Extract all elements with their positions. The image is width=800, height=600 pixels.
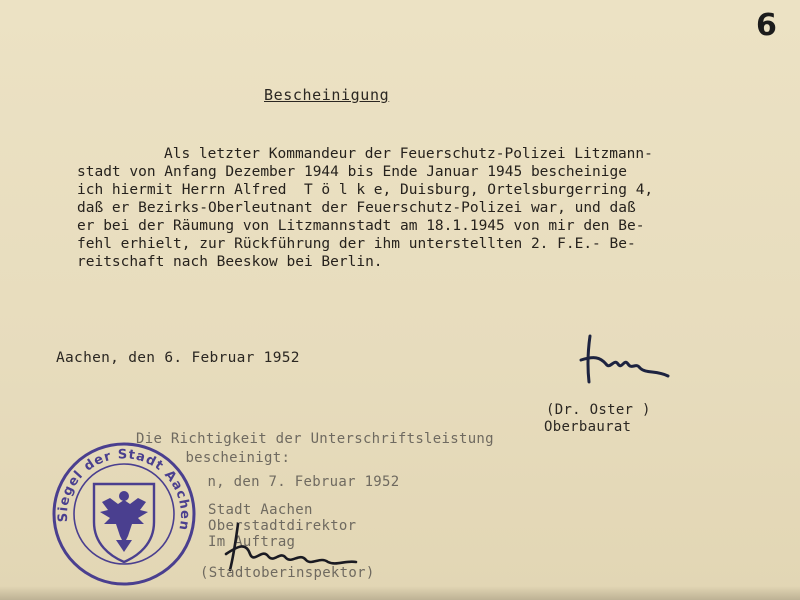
svg-text:Siegel der Stadt Aachen: Siegel der Stadt Aachen bbox=[55, 447, 193, 533]
official-title: (Stadtoberinspektor) bbox=[200, 565, 375, 581]
certification-line: bescheinigt: bbox=[168, 450, 291, 466]
certification-line: n, den 7. Februar 1952 bbox=[190, 474, 400, 490]
authority-line: Im Auftrag bbox=[208, 534, 296, 550]
body-line: reitschaft nach Beeskow bei Berlin. bbox=[77, 254, 383, 270]
body-line: er bei der Räumung von Litzmannstadt am 18.1.1945 von mir den Be- bbox=[77, 218, 645, 234]
place-date: Aachen, den 6. Februar 1952 bbox=[56, 350, 300, 366]
body-line: Als letzter Kommandeur der Feuerschutz-Polizei Litzmann- bbox=[164, 146, 653, 162]
city-seal bbox=[50, 440, 198, 588]
paper-edge-shadow bbox=[0, 586, 800, 600]
signature-oster bbox=[578, 330, 674, 394]
authority-line: Oberstadtdirektor bbox=[208, 518, 357, 534]
body-line: stadt von Anfang Dezember 1944 bis Ende Januar 1945 bescheinige bbox=[77, 164, 627, 180]
body-line: daß er Bezirks-Oberleutnant der Feuerschutz-Polizei war, und daß bbox=[77, 200, 636, 216]
authority-line: Stadt Aachen bbox=[208, 502, 313, 518]
document-title: Bescheinigung bbox=[264, 86, 390, 104]
body-line: fehl erhielt, zur Rückführung der ihm unterstellten 2. F.E.- Be- bbox=[77, 236, 636, 252]
signatory-name: (Dr. Oster ) bbox=[546, 402, 651, 418]
page-number: 6 bbox=[756, 8, 777, 43]
certification-line: Die Richtigkeit der Unterschriftsleistung bbox=[136, 431, 494, 447]
body-line: ich hiermit Herrn Alfred T ö l k e, Duisburg, Ortelsburgerring 4, bbox=[77, 182, 654, 198]
signatory-title: Oberbaurat bbox=[544, 419, 632, 435]
